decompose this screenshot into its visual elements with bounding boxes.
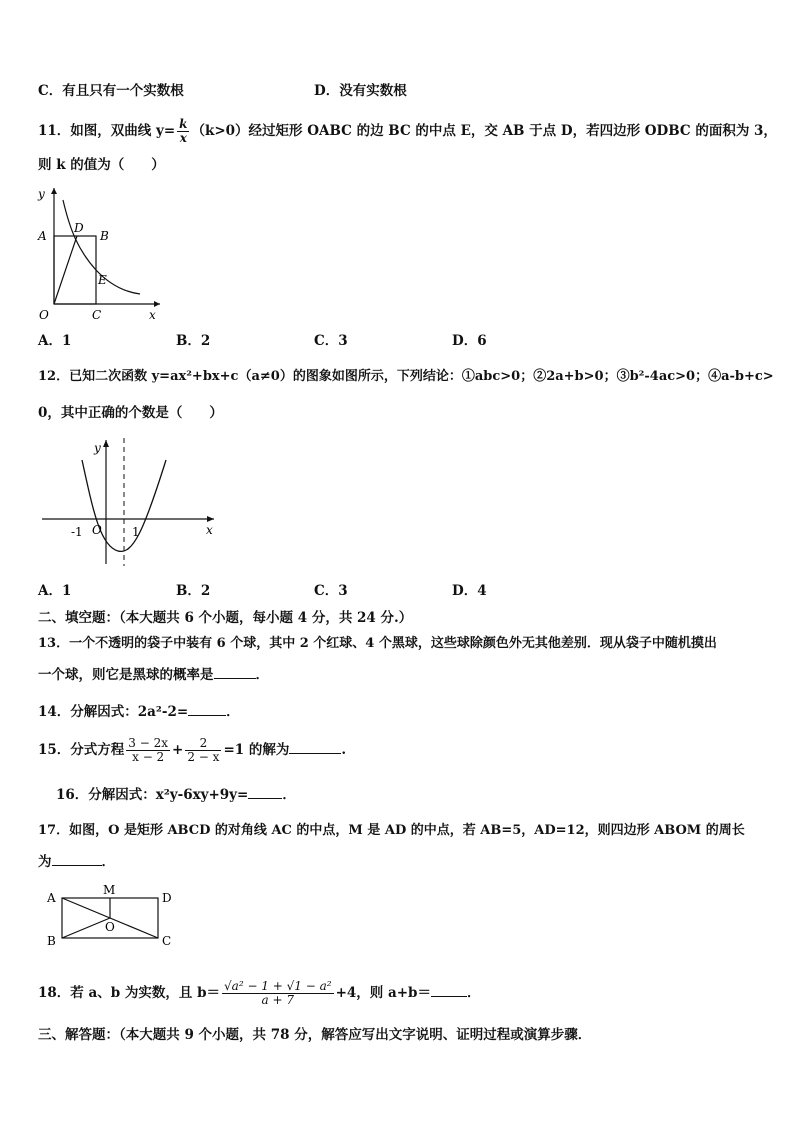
q17-line1: 17．如图，O 是矩形 ABCD 的对角线 AC 的中点，M 是 AD 的中点，若 AB=5，AD=12，则四边形 ABOM 的周长 <box>38 823 745 838</box>
x-axis-arrow <box>207 516 214 522</box>
q12-line2: 0，其中正确的个数是（ ） <box>38 405 223 421</box>
q14-answer-blank[interactable] <box>188 703 226 716</box>
x-axis-arrow <box>154 301 160 307</box>
q11-option-d: D．6 <box>452 333 487 349</box>
label-b: B <box>47 934 56 948</box>
q18-pre: 18．若 a、b 为实数，且 b＝ <box>38 985 221 1001</box>
y-axis-arrow <box>103 440 109 447</box>
label-one: 1 <box>132 525 140 539</box>
q18-line <box>38 980 480 1007</box>
q13-line1: 13．一个不透明的袋子中装有 6 个球，其中 2 个红球、4 个黑球，这些球除颜色外无其他差别．现从袋子中随机摸出 <box>38 636 717 651</box>
segment-bo <box>62 918 110 938</box>
label-o: O <box>92 523 102 537</box>
label-m: M <box>103 883 116 897</box>
q15-fraction-2 <box>185 737 221 764</box>
q13-line2-post: ． <box>255 667 269 683</box>
q13-answer-blank[interactable] <box>214 666 256 679</box>
q12-option-c: C．3 <box>314 583 348 599</box>
q11-pre: 11．如图，双曲线 y= <box>38 123 176 139</box>
q17-figure <box>40 880 180 952</box>
q11-line1 <box>38 118 777 145</box>
q11-option-c: C．3 <box>314 333 348 349</box>
q15-post: =1 的解为 <box>223 742 290 758</box>
q15-pre: 15．分式方程 <box>38 742 125 758</box>
q18-den: a + 7 <box>261 993 295 1007</box>
q11-post: （k>0）经过矩形 OABC 的边 BC 的中点 E，交 AB 于点 D，若四边形 ODBC 的面积为 3， <box>191 123 777 139</box>
rectangle-oabc <box>54 236 96 304</box>
q18-post: ． <box>466 985 481 1001</box>
q11-fraction <box>177 118 189 145</box>
q15-line <box>38 737 346 764</box>
q17-answer-blank[interactable] <box>52 853 102 866</box>
q11-frac-den: x <box>179 131 187 145</box>
section2-heading: 二、填空题：（本大题共 6 个小题，每小题 4 分，共 24 分.） <box>38 610 413 626</box>
section3-heading: 三、解答题：（本大题共 9 个小题，共 78 分，解答应写出文字说明、证明过程或演算步骤． <box>38 1027 592 1043</box>
segment-od <box>54 236 77 304</box>
label-x: x <box>206 523 213 537</box>
q16-pre: 16．分解因式：x²y-6xy+9y= <box>56 787 249 803</box>
q11-figure <box>30 180 170 322</box>
label-neg1: -1 <box>71 525 83 539</box>
q15-answer-blank[interactable] <box>289 741 341 754</box>
q15-f2-num: 2 <box>185 737 221 751</box>
q18-answer-blank[interactable] <box>431 984 467 997</box>
q18-num: √a² − 1 + √1 − a² <box>224 979 332 993</box>
q15-end: . <box>341 742 347 758</box>
q11-option-b: B．2 <box>176 333 211 349</box>
y-axis-arrow <box>51 188 57 194</box>
q13-line2-pre: 一个球，则它是黑球的概率是 <box>38 667 214 683</box>
q10-option-c: C．有且只有一个实数根 <box>38 83 184 99</box>
label-a: A <box>47 891 56 905</box>
label-y: y <box>94 441 101 455</box>
q17-line2-pre: 为 <box>38 854 52 870</box>
q17-line2 <box>38 853 115 871</box>
label-d: D <box>162 891 172 905</box>
label-c: C <box>162 934 172 948</box>
q12-option-a: A．1 <box>38 583 72 599</box>
label-o: O <box>105 920 115 934</box>
q16-line <box>56 786 296 804</box>
label-c: C <box>92 308 102 322</box>
q18-mid: +4，则 a+b＝ <box>335 985 431 1001</box>
q12-figure <box>38 430 218 570</box>
q15-plus: + <box>172 742 184 758</box>
q15-fraction-1 <box>126 737 170 764</box>
label-x: x <box>149 308 156 322</box>
q11-option-a: A．1 <box>38 333 72 349</box>
q14-post: ． <box>226 704 240 720</box>
label-y: y <box>38 187 45 201</box>
q17-line2-post: ． <box>101 854 115 870</box>
label-d: D <box>74 221 84 235</box>
q12-line1: 12．已知二次函数 y=ax²+bx+c（a≠0）的图象如图所示，下列结论：①abc>0；②2a+b>0；③b²-4ac>0；④a-b+c> <box>38 369 774 384</box>
q14-pre: 14．分解因式：2a²-2= <box>38 704 189 720</box>
q10-option-d: D．没有实数根 <box>314 83 407 99</box>
label-e: E <box>98 273 107 287</box>
q16-post: ． <box>282 787 296 803</box>
q18-fraction <box>222 980 334 1007</box>
label-b: B <box>100 229 109 243</box>
q15-f2-den: 2 − x <box>187 750 220 764</box>
q12-option-b: B．2 <box>176 583 211 599</box>
label-o: O <box>39 308 49 322</box>
q11-frac-num: k <box>179 117 188 131</box>
q16-answer-blank[interactable] <box>248 786 282 799</box>
q13-line2 <box>38 666 269 684</box>
q15-f1-den: x − 2 <box>132 750 165 764</box>
q15-f1-num: 3 − 2x <box>128 736 169 750</box>
q12-option-d: D．4 <box>452 583 487 599</box>
q14-line <box>38 703 240 721</box>
q11-line2: 则 k 的值为（ ） <box>38 157 165 173</box>
label-a: A <box>38 229 47 243</box>
